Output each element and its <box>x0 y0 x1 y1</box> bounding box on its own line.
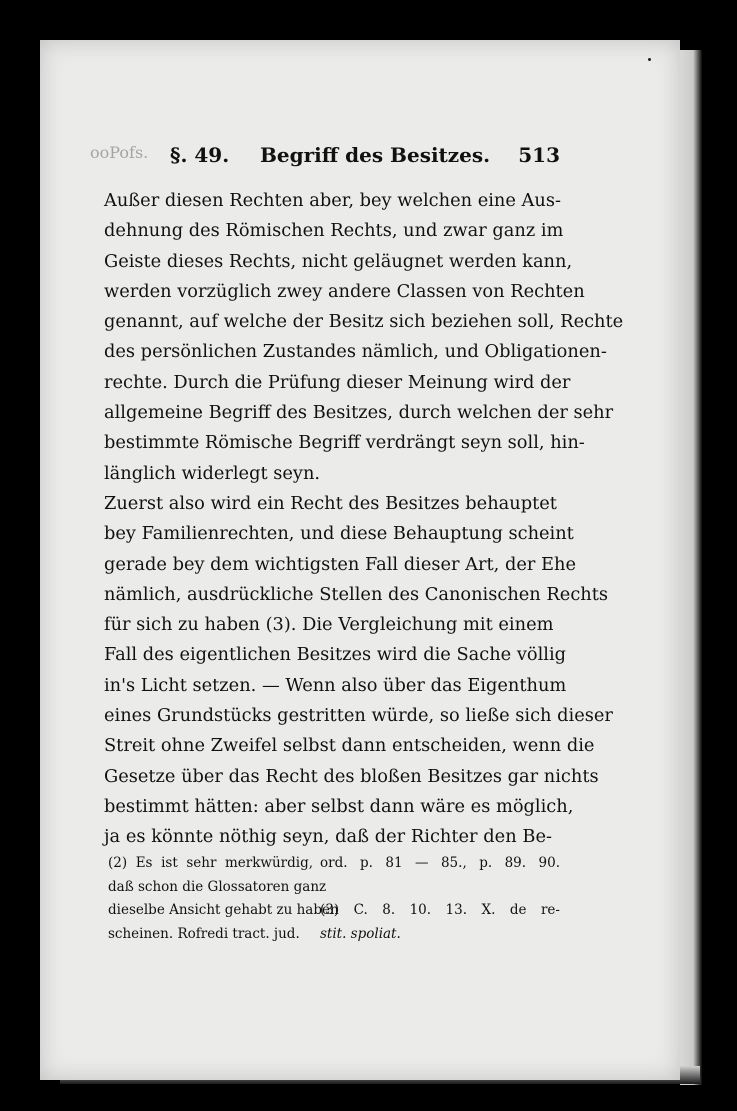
text-line: länglich widerlegt seyn. <box>104 462 321 484</box>
text-line: Streit ohne Zweifel selbst dann entscheiden, wenn die <box>104 735 595 757</box>
text-line: Geiste dieses Rechts, nicht geläugnet werden kann, <box>104 250 573 272</box>
footnote-line <box>320 876 560 900</box>
text-line: genannt, auf welche der Besitz sich beziehen soll, Rechte <box>104 311 624 333</box>
text-line: gerade bey dem wichtigsten Fall dieser Art, der Ehe <box>104 553 576 575</box>
text-line: ja es könnte nöthig seyn, daß der Richter den Be- <box>104 826 552 848</box>
text-line: Zuerst also wird ein Recht des Besitzes behauptet <box>104 492 557 514</box>
footnote-line: stit. spoliat. <box>320 925 401 942</box>
footnote-line: daß schon die Glossatoren ganz <box>108 878 327 895</box>
section-number: §. 49. <box>170 143 230 167</box>
text-line: eines Grundstücks gestritten würde, so ließe sich dieser <box>104 705 613 727</box>
page-edge-right <box>680 50 702 1085</box>
footnote-column-right <box>320 852 560 946</box>
specks <box>648 58 651 61</box>
body-text <box>104 186 624 853</box>
text-line: Fall des eigentlichen Besitzes wird die Sache völlig <box>104 644 567 666</box>
text-line: des persönlichen Zustandes nämlich, und Obligationen- <box>104 341 607 363</box>
section-title: Begriff des Besitzes. <box>260 143 491 167</box>
text-line: Gesetze über das Recht des bloßen Besitzes gar nichts <box>104 765 599 787</box>
text-line: bestimmte Römische Begriff verdrängt seyn soll, hin- <box>104 432 585 454</box>
text-line: in's Licht setzen. — Wenn also über das Eigenthum <box>104 674 567 696</box>
text-line: rechte. Durch die Prüfung dieser Meinung wird der <box>104 371 571 393</box>
text-line: bestimmt hätten: aber selbst dann wäre es möglich, <box>104 795 574 817</box>
footnote-line: (2) Es ist sehr merkwürdig, <box>108 855 313 871</box>
text-line: allgemeine Begriff des Besitzes, durch welchen der sehr <box>104 402 614 424</box>
footnote-line: scheinen. Rofredi tract. jud. <box>108 925 300 942</box>
text-line: bey Familienrechten, und diese Behauptung scheint <box>104 523 574 545</box>
footnote-line: (3) C. 8. 10. 13. X. de re- <box>320 902 560 918</box>
text-line: nämlich, ausdrückliche Stellen des Canonischen Rechts <box>104 583 608 605</box>
running-head <box>90 143 560 169</box>
page-number: 513 <box>518 143 560 167</box>
text-line: Außer diesen Rechten aber, bey welchen eine Aus- <box>104 190 561 211</box>
footnote-line: dieselbe Ansicht gehabt zu haben <box>108 902 339 918</box>
text-line: für sich zu haben (3). Die Vergleichung mit einem <box>104 614 554 636</box>
text-line: werden vorzüglich zwey andere Classen von Rechten <box>104 280 585 302</box>
footnote-line: ord. p. 81 — 85., p. 89. 90. <box>320 855 560 871</box>
footnote-column-left <box>108 852 339 946</box>
running-head-ghost: ooPofs. <box>90 143 149 162</box>
text-line: dehnung des Römischen Rechts, und zwar ganz im <box>104 220 564 242</box>
